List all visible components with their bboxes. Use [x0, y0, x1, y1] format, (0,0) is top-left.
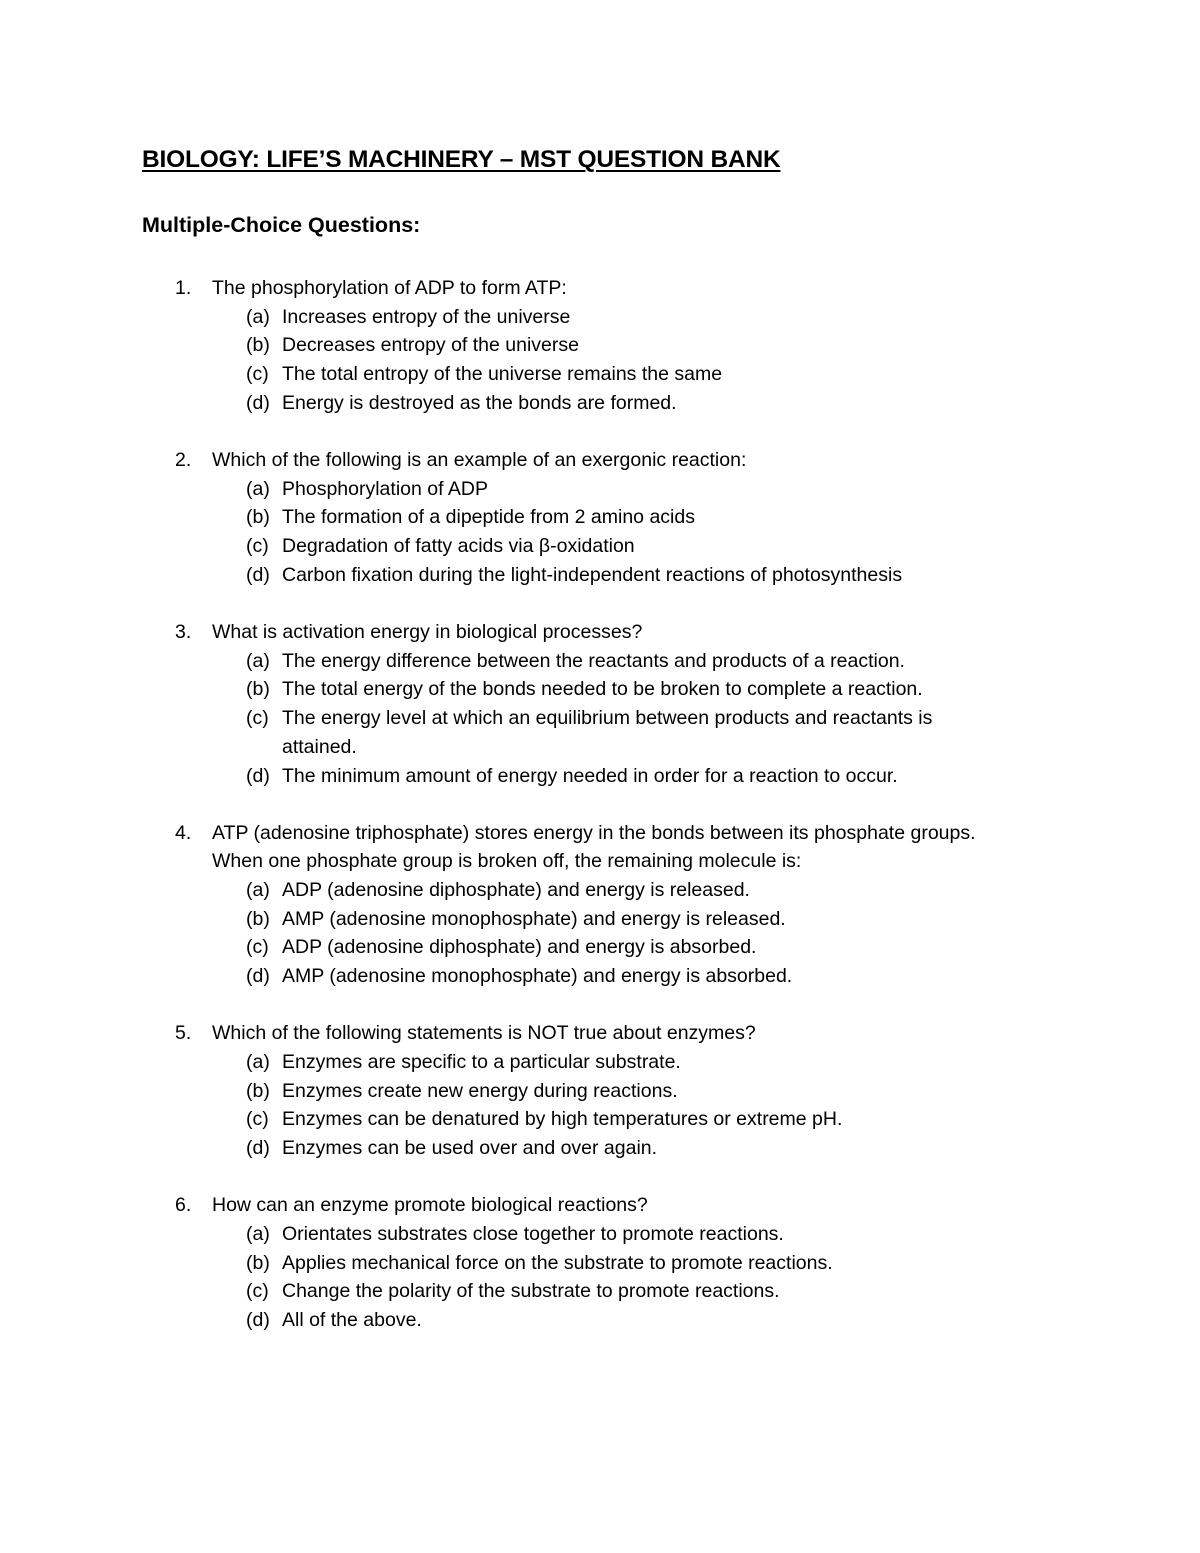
question-stem-line — [0, 1191, 1200, 1220]
option-label: (d) — [246, 965, 270, 988]
question-text: What is activation energy in biological processes? — [212, 621, 643, 643]
answer-option — [0, 647, 1200, 676]
option-label: (c) — [246, 1108, 269, 1131]
question-number: 4. — [175, 821, 192, 844]
option-label: (b) — [246, 678, 270, 701]
question-stem-line — [0, 446, 1200, 475]
question-text: How can an enzyme promote biological reactions? — [212, 1194, 648, 1217]
option-label: (b) — [246, 1251, 270, 1274]
question-number: 5. — [175, 1022, 192, 1045]
answer-option — [0, 503, 1200, 532]
answer-option — [0, 532, 1200, 561]
option-text: The formation of a dipeptide from 2 amino acids — [282, 506, 695, 529]
option-text: Degradation of fatty acids via β-oxidation — [282, 535, 635, 558]
option-text: ADP (adenosine diphosphate) and energy is released. — [282, 879, 750, 902]
option-label: (b) — [246, 334, 270, 357]
option-text: Carbon fixation during the light-independent reactions of photosynthesis — [282, 563, 903, 586]
option-text: Enzymes can be denatured by high temperatures or extreme pH. — [282, 1108, 843, 1131]
question-stem-line — [0, 847, 1200, 876]
question-text: ATP (adenosine triphosphate) stores energy in the bonds between its phosphate groups. — [212, 821, 976, 844]
question-number: 2. — [175, 449, 192, 471]
option-text: Applies mechanical force on the substrate to promote reactions. — [282, 1251, 833, 1274]
answer-option — [0, 1220, 1200, 1249]
option-label: (b) — [246, 1079, 270, 1102]
option-text: The total entropy of the universe remains the same — [282, 363, 723, 386]
answer-option — [0, 704, 1200, 761]
option-text: The minimum amount of energy needed in order for a reaction to occur. — [282, 764, 898, 787]
option-text: The energy level at which an equilibrium between products and reactants is attained. — [282, 707, 933, 758]
option-label: (c) — [246, 363, 269, 386]
question-number: 1. — [175, 277, 192, 299]
question-number: 6. — [175, 1194, 192, 1217]
question-1 — [0, 274, 1200, 418]
question-stem-line — [0, 1019, 1200, 1048]
option-label: (a) — [246, 649, 270, 672]
question-4 — [0, 819, 1200, 991]
option-label: (d) — [246, 563, 270, 586]
option-text: All of the above. — [282, 1309, 422, 1332]
document-title: BIOLOGY: LIFE’S MACHINERY – MST QUESTION BANK — [142, 146, 781, 173]
question-3 — [0, 618, 1200, 790]
option-label: (d) — [246, 1137, 270, 1160]
option-text: Energy is destroyed as the bonds are formed. — [282, 391, 677, 414]
option-label: (d) — [246, 391, 270, 414]
option-text: Increases entropy of the universe — [282, 305, 571, 328]
option-label: (c) — [246, 707, 269, 730]
option-label: (c) — [246, 535, 269, 558]
option-text: The energy difference between the reactants and products of a reaction. — [282, 649, 905, 672]
answer-option — [0, 331, 1200, 360]
option-label: (a) — [246, 879, 270, 902]
option-label: (b) — [246, 506, 270, 529]
answer-option — [0, 303, 1200, 332]
question-number: 3. — [175, 621, 192, 643]
answer-option — [0, 1249, 1200, 1278]
question-text: The phosphorylation of ADP to form ATP: — [212, 277, 567, 299]
option-label: (c) — [246, 936, 269, 959]
answer-option — [0, 762, 1200, 791]
question-text: Which of the following statements is NOT true about enzymes? — [212, 1022, 756, 1045]
answer-option — [0, 1277, 1200, 1306]
answer-option — [0, 933, 1200, 962]
option-label: (a) — [246, 477, 270, 500]
question-6 — [0, 1191, 1200, 1335]
answer-option — [0, 475, 1200, 504]
option-text: Enzymes create new energy during reactions. — [282, 1079, 678, 1102]
answer-option — [0, 389, 1200, 418]
option-label: (a) — [246, 1051, 270, 1074]
option-text: Phosphorylation of ADP — [282, 477, 488, 500]
option-label: (d) — [246, 1309, 270, 1332]
answer-option — [0, 1048, 1200, 1077]
option-label: (a) — [246, 305, 270, 328]
question-stem-line — [0, 819, 1200, 848]
question-list — [0, 274, 1200, 1363]
option-text: Decreases entropy of the universe — [282, 334, 579, 357]
option-text: Enzymes are specific to a particular substrate. — [282, 1051, 681, 1074]
option-label: (c) — [246, 1280, 269, 1303]
option-text: AMP (adenosine monophosphate) and energy is absorbed. — [282, 965, 793, 988]
option-text: Orientates substrates close together to promote reactions. — [282, 1223, 784, 1246]
option-text: AMP (adenosine monophosphate) and energy is released. — [282, 907, 786, 930]
option-label: (a) — [246, 1223, 270, 1246]
answer-option — [0, 360, 1200, 389]
question-2 — [0, 446, 1200, 590]
answer-option — [0, 561, 1200, 590]
answer-option — [0, 1077, 1200, 1106]
option-label: (d) — [246, 764, 270, 787]
question-text: When one phosphate group is broken off, the remaining molecule is: — [212, 850, 802, 873]
section-heading: Multiple-Choice Questions: — [142, 213, 421, 237]
answer-option — [0, 905, 1200, 934]
option-text: The total energy of the bonds needed to be broken to complete a reaction. — [282, 678, 923, 701]
option-text: ADP (adenosine diphosphate) and energy is absorbed. — [282, 936, 757, 959]
question-5 — [0, 1019, 1200, 1163]
option-text: Enzymes can be used over and over again. — [282, 1137, 658, 1160]
option-label: (b) — [246, 907, 270, 930]
answer-option — [0, 1306, 1200, 1335]
answer-option — [0, 1134, 1200, 1163]
option-text: Change the polarity of the substrate to promote reactions. — [282, 1280, 780, 1303]
answer-option — [0, 962, 1200, 991]
question-stem-line — [0, 618, 1200, 647]
answer-option — [0, 1105, 1200, 1134]
answer-option — [0, 675, 1200, 704]
answer-option — [0, 876, 1200, 905]
question-text: Which of the following is an example of an exergonic reaction: — [212, 449, 747, 471]
question-stem-line — [0, 274, 1200, 303]
